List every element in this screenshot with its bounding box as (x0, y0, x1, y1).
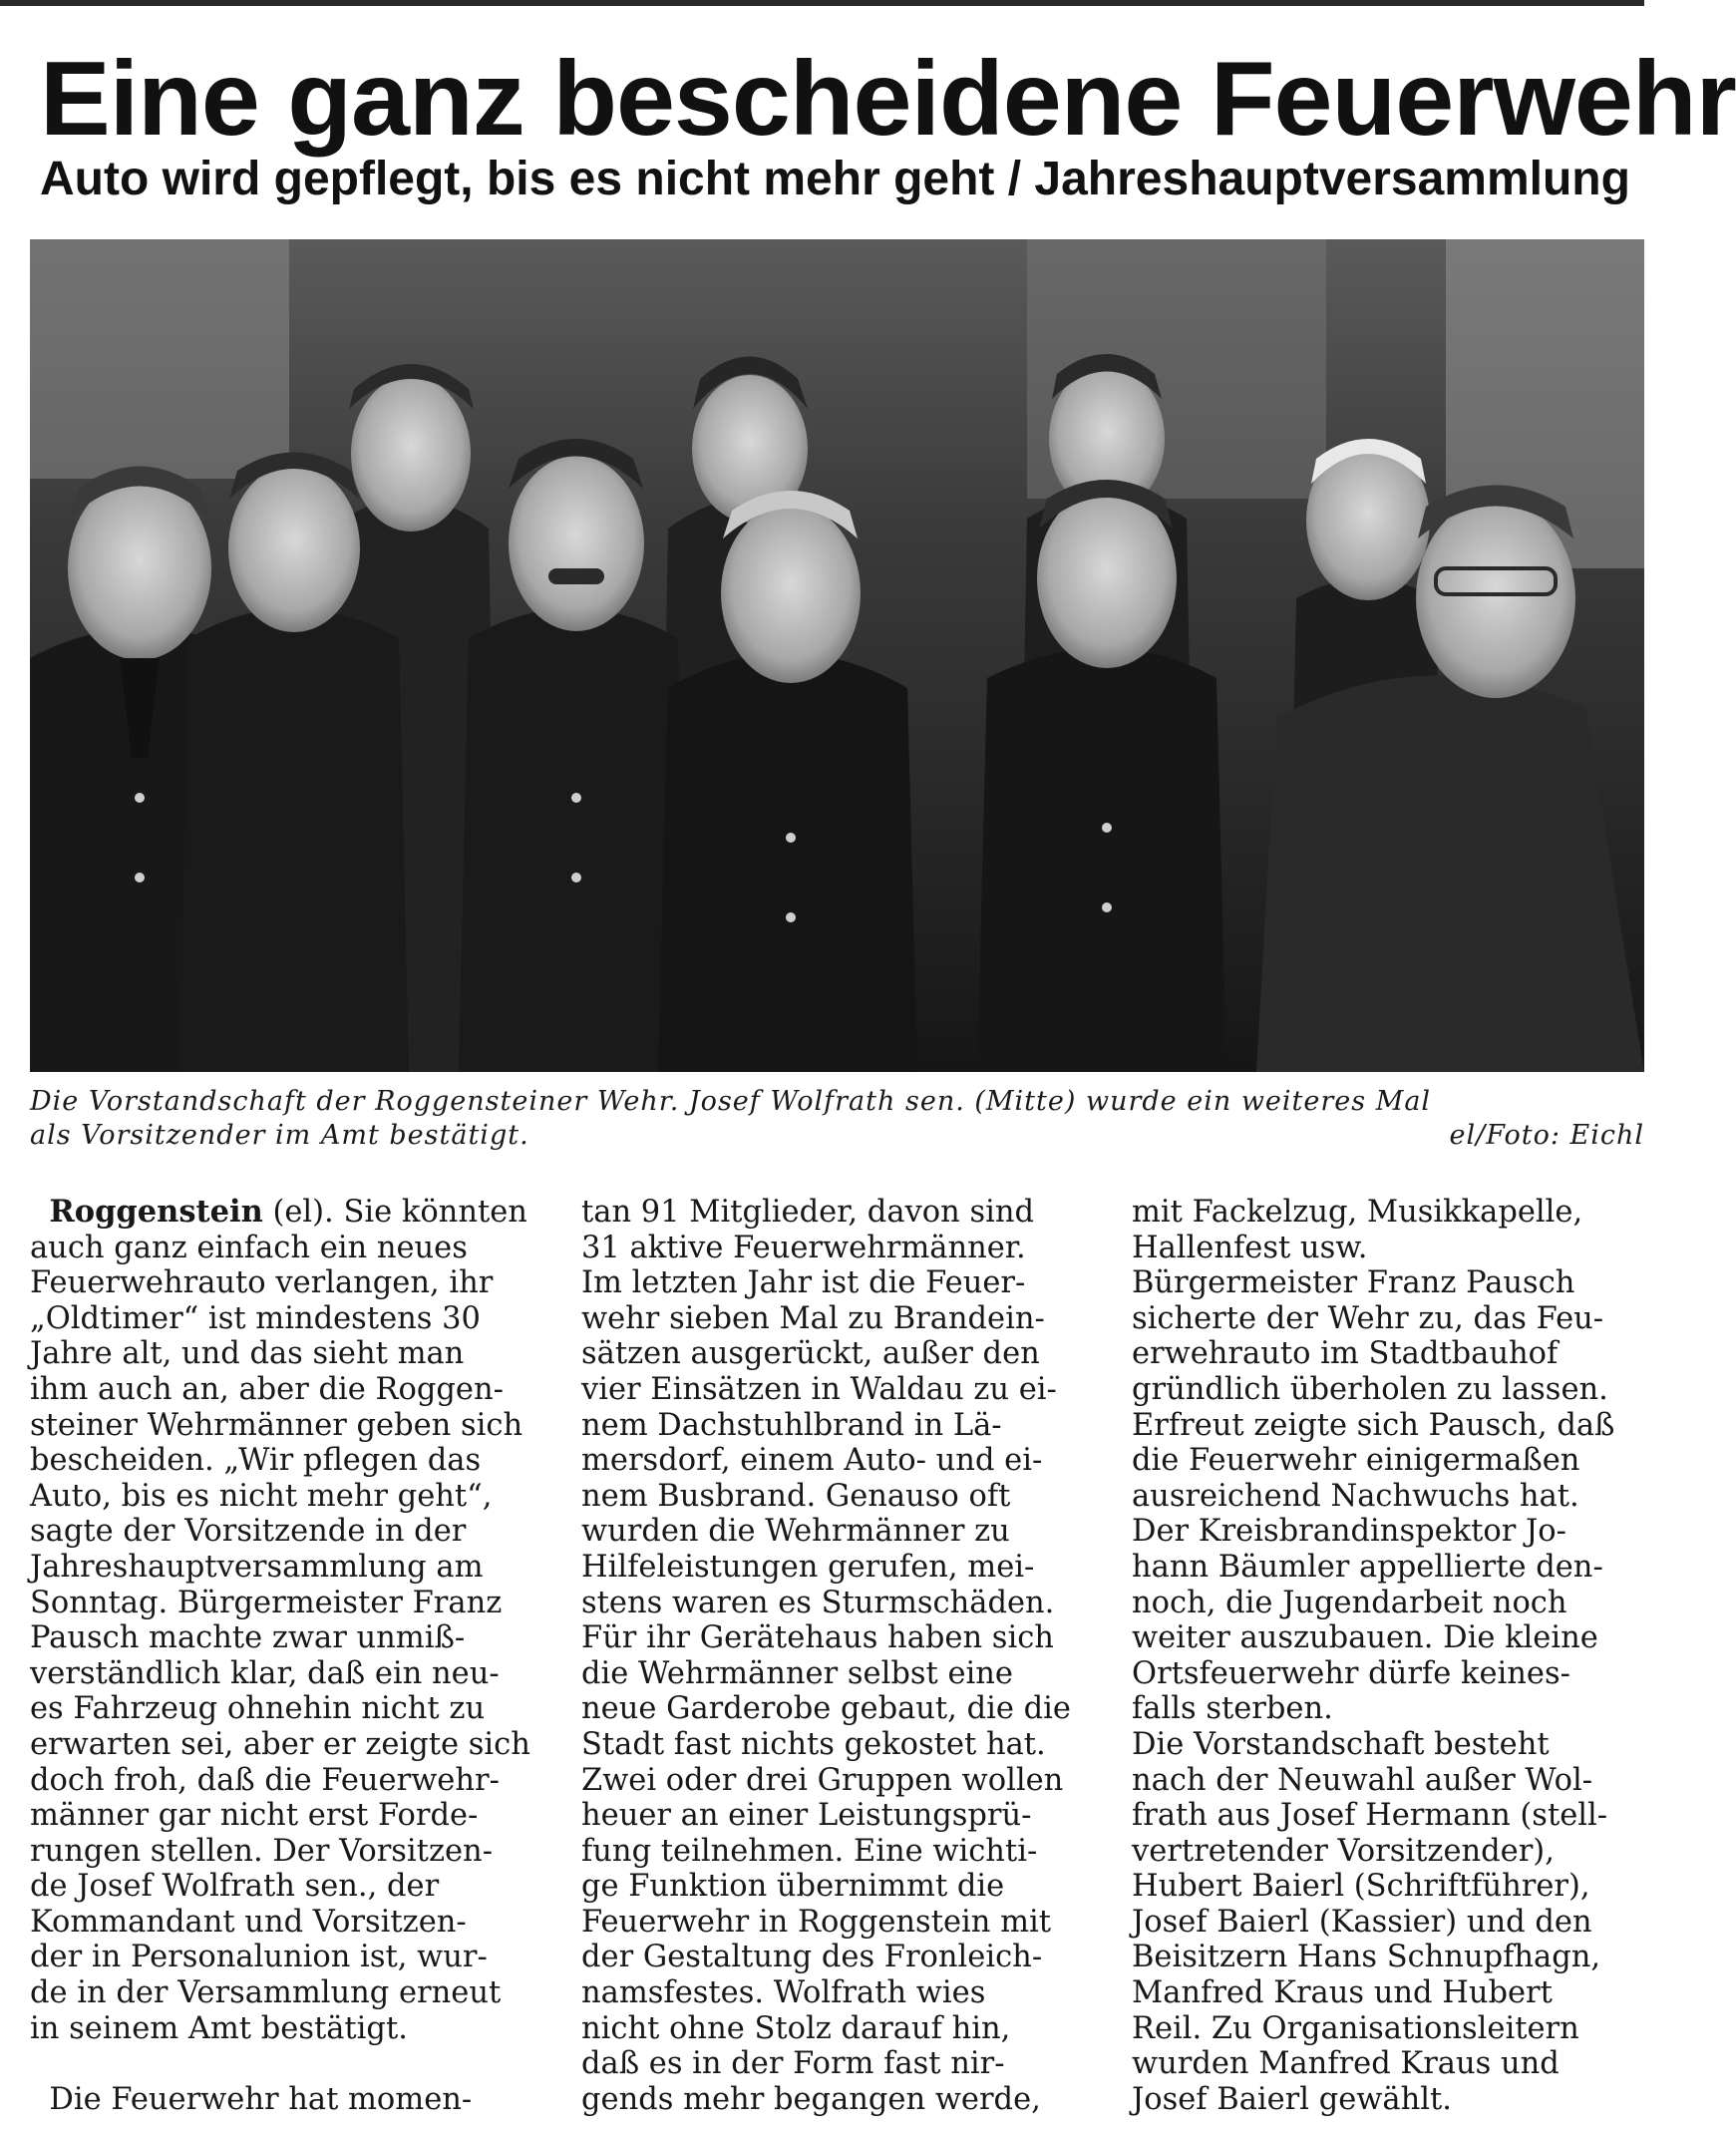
photo-credit: el/Foto: Eichl (1449, 1120, 1644, 1151)
column-line: Jahreshauptversammlung am (30, 1549, 484, 1585)
column-line: Der Kreisbrandinspektor Jo- (1132, 1514, 1566, 1550)
column-line: Reil. Zu Organisationsleitern (1132, 2010, 1579, 2046)
column-line-text: (el). Sie könnten (262, 1195, 527, 1230)
column-line: Stadt fast nichts gekostet hat. (581, 1726, 1046, 1762)
column-line: vier Einsätzen in Waldau zu ei- (581, 1371, 1057, 1407)
column-line: wurden Manfred Kraus und (1132, 2046, 1560, 2082)
subheadline: Auto wird gepflegt, bis es nicht mehr geht / Jahreshauptversammlung (40, 153, 1630, 205)
column-line: 31 aktive Feuerwehrmänner. (581, 1230, 1026, 1265)
column-line (30, 2082, 548, 2118)
column-line: de in der Versammlung erneut (30, 1975, 502, 2011)
column-line-text: Die Feuerwehr hat momen- (49, 2082, 473, 2118)
column-line: frath aus Josef Hermann (stell- (1132, 1798, 1608, 1834)
column-line: „Oldtimer“ ist mindestens 30 (30, 1300, 481, 1336)
column-line: stens waren es Sturmschäden. (581, 1585, 1055, 1620)
column-line: sicherte der Wehr zu, das Feu- (1132, 1300, 1604, 1336)
article-column-2 (581, 1195, 1100, 2117)
column-line: rungen stellen. Der Vorsitzen- (30, 1833, 494, 1869)
column-line (30, 1195, 548, 1231)
column-line: vertretender Vorsitzender), (1132, 1833, 1555, 1869)
column-line: Manfred Kraus und Hubert (1132, 1975, 1553, 2011)
paragraph-gap (30, 2046, 548, 2082)
column-line: wehr sieben Mal zu Brandein- (581, 1300, 1045, 1336)
column-line: ihm auch an, aber die Roggen- (30, 1371, 504, 1407)
caption-line-1: Die Vorstandschaft der Roggensteiner Wehr. Josef Wolfrath sen. (Mitte) wurde ein weiteres Mal (30, 1086, 1432, 1117)
column-line: Auto, bis es nicht mehr geht“, (30, 1478, 493, 1514)
column-line: Feuerwehr in Roggenstein mit (581, 1904, 1052, 1940)
column-line: Erfreut zeigte sich Pausch, daß (1132, 1407, 1615, 1443)
column-line: ausreichend Nachwuchs hat. (1132, 1478, 1579, 1514)
column-line: heuer an einer Leistungsprü- (581, 1798, 1032, 1834)
column-line: Bürgermeister Franz Pausch (1132, 1265, 1575, 1301)
column-line: nem Busbrand. Genauso oft (581, 1478, 1011, 1514)
column-line: männer gar nicht erst Forde- (30, 1798, 479, 1834)
column-line: auch ganz einfach ein neues (30, 1230, 468, 1265)
column-line: noch, die Jugendarbeit noch (1132, 1585, 1567, 1620)
article-column-1 (30, 1194, 548, 2118)
column-line: Josef Baierl (Kassier) und den (1132, 1904, 1592, 1940)
column-line: namsfestes. Wolfrath wies (581, 1975, 986, 2011)
column-line: daß es in der Form fast nir- (581, 2046, 1005, 2082)
column-line: nach der Neuwahl außer Wol- (1132, 1762, 1593, 1798)
column-line: steiner Wehrmänner geben sich (30, 1407, 523, 1443)
column-line: nicht ohne Stolz darauf hin, (581, 2010, 1011, 2046)
column-line: Im letzten Jahr ist die Feuer- (581, 1265, 1026, 1301)
column-line: mit Fackelzug, Musikkapelle, (1132, 1195, 1583, 1230)
column-line: Ortsfeuerwehr dürfe keines- (1132, 1655, 1570, 1691)
column-line: Beisitzern Hans Schnupfhagn, (1132, 1940, 1601, 1975)
column-line: sätzen ausgerückt, außer den (581, 1336, 1040, 1372)
column-line: die Feuerwehr einigermaßen (1132, 1443, 1580, 1479)
column-line: falls sterben. (1132, 1691, 1333, 1727)
column-line: der Gestaltung des Fronleich- (581, 1940, 1043, 1975)
column-line: Kommandant und Vorsitzen- (30, 1904, 467, 1940)
column-line: Hallenfest usw. (1132, 1230, 1368, 1265)
column-line: hann Bäumler appellierte den- (1132, 1549, 1603, 1585)
column-line: de Josef Wolfrath sen., der (30, 1869, 440, 1905)
column-line: tan 91 Mitglieder, davon sind (581, 1195, 1035, 1230)
column-line: in seinem Amt bestätigt. (30, 2010, 408, 2046)
top-rule (0, 0, 1644, 6)
column-line: nem Dachstuhlbrand in Lä- (581, 1407, 1002, 1443)
article-column-3 (1132, 1195, 1644, 2117)
photo-caption (30, 1085, 1644, 1153)
column-line: Die Vorstandschaft besteht (1132, 1726, 1550, 1762)
dateline: Roggenstein (49, 1194, 263, 1230)
column-line: Hubert Baierl (Schriftführer), (1132, 1869, 1590, 1905)
column-line: Sonntag. Bürgermeister Franz (30, 1585, 503, 1620)
column-line: es Fahrzeug ohnehin nicht zu (30, 1691, 486, 1727)
column-line: wurden die Wehrmänner zu (581, 1514, 1010, 1550)
column-line: doch froh, daß die Feuerwehr- (30, 1762, 500, 1798)
column-line: Für ihr Gerätehaus haben sich (581, 1620, 1054, 1656)
column-line: Hilfeleistungen gerufen, mei- (581, 1549, 1035, 1585)
caption-line-2: als Vorsitzender im Amt bestätigt. (30, 1120, 529, 1151)
column-line: Pausch machte zwar unmiß- (30, 1620, 466, 1656)
column-line: gründlich überholen zu lassen. (1132, 1371, 1608, 1407)
column-line: bescheiden. „Wir pflegen das (30, 1443, 482, 1479)
headline: Eine ganz bescheidene Feuerwehr (40, 40, 1736, 158)
column-line: erwehrauto im Stadtbauhof (1132, 1336, 1559, 1372)
column-line: Josef Baierl gewählt. (1132, 2081, 1452, 2117)
column-line: sagte der Vorsitzende in der (30, 1514, 467, 1550)
column-line: der in Personalunion ist, wur- (30, 1940, 488, 1975)
column-line: verständlich klar, daß ein neu- (30, 1655, 500, 1691)
column-line: Zwei oder drei Gruppen wollen (581, 1762, 1064, 1798)
column-line: weiter auszubauen. Die kleine (1132, 1620, 1598, 1656)
column-line: erwarten sei, aber er zeigte sich (30, 1726, 530, 1762)
column-line: ge Funktion übernimmt die (581, 1869, 1005, 1905)
column-line: die Wehrmänner selbst eine (581, 1655, 1013, 1691)
group-photo (30, 239, 1644, 1072)
column-line: gends mehr begangen werde, (581, 2081, 1041, 2117)
column-line: neue Garderobe gebaut, die die (581, 1691, 1071, 1727)
column-line: fung teilnehmen. Eine wichti- (581, 1833, 1038, 1869)
column-line: Feuerwehrauto verlangen, ihr (30, 1265, 494, 1301)
column-line: Jahre alt, und das sieht man (30, 1336, 465, 1372)
column-line: mersdorf, einem Auto- und ei- (581, 1443, 1043, 1479)
